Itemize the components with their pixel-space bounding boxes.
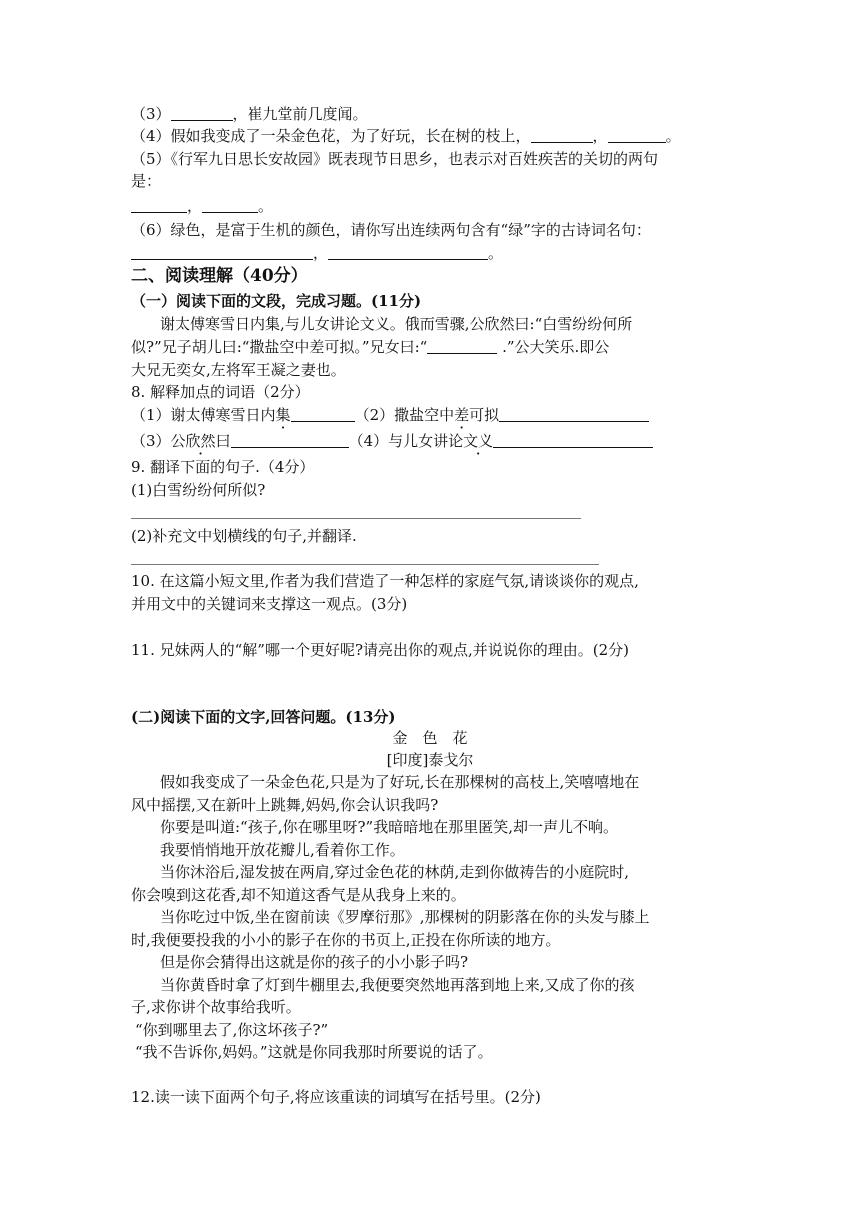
passage-line (131, 336, 609, 358)
question-3 (131, 103, 368, 125)
comma: ， (592, 127, 608, 145)
item-text: （1）谢太傅寒雪日内 (131, 406, 276, 424)
question-10-cont: 并用文中的关键词来支撑这一观点。(3分) (131, 595, 408, 613)
answer-blank[interactable] (499, 406, 649, 422)
poem-line: 你要是叫道:“孩子,你在哪里呀?”我暗暗地在那里匿笑,却一声儿不响。 (160, 818, 618, 836)
question-11: 11. 兄妹两人的“解”哪一个更好呢?请亮出你的观点,并说说你的理由。(2分) (131, 641, 630, 659)
question-8-items-b (131, 430, 653, 452)
passage-text: .”公大笑乐.即公 (497, 338, 610, 356)
section-title: 二、阅读理解（40分） (131, 266, 308, 286)
poem-line: 当你沐浴后,湿发披在两肩,穿过金色花的林荫,走到你做祷告的小庭院时, (160, 863, 630, 881)
question-12: 12.读一读下面两个句子,将应该重读的词填写在括号里。(2分) (131, 1088, 541, 1106)
period: 。 (258, 197, 274, 215)
answer-blank[interactable] (493, 432, 653, 448)
q3-label: （3） (131, 105, 171, 123)
question-6-blanks (131, 242, 503, 264)
poem-line: “我不告诉你,妈妈。”这就是你同我那时所要说的话了。 (135, 1043, 493, 1061)
comma: ， (187, 197, 203, 215)
item-text: 可拟 (469, 406, 500, 424)
answer-blank[interactable] (202, 197, 258, 213)
answer-blank[interactable] (427, 338, 497, 354)
passage-text: 似?”兄子胡儿曰:“撒盐空中差可拟。”兄女曰:“ (131, 338, 428, 356)
answer-line[interactable] (131, 518, 581, 519)
answer-blank[interactable] (328, 244, 488, 260)
answer-blank[interactable] (131, 244, 313, 260)
item-text: （4）与儿女讲论 (348, 432, 464, 450)
dotted-word: 欣然 (185, 432, 216, 450)
dotted-word: 文义 (463, 432, 494, 450)
part1-heading: （一）阅读下面的文段，完成习题。(11分) (131, 292, 422, 310)
poem-line: 子,求你讲个故事给我听。 (131, 998, 301, 1016)
question-4 (131, 125, 681, 147)
dotted-word: 集 (275, 406, 291, 424)
item-text: 曰 (215, 432, 231, 450)
answer-blank[interactable] (531, 127, 593, 143)
question-9: 9. 翻译下面的句子.（4分） (131, 458, 315, 476)
item-text: （2）撒盐空中 (354, 406, 455, 424)
poem-line: 但是你会猜得出这就是你的孩子的小小影子吗? (160, 953, 469, 971)
answer-blank[interactable] (171, 105, 233, 121)
q5-text: （5）《行军九日思长安故园》既表现节日思乡，也表示对百姓疾苦的关切的两句 (131, 150, 659, 168)
poem-line: “你到哪里去了,你这坏孩子?” (135, 1021, 329, 1039)
answer-blank[interactable] (291, 406, 355, 422)
question-8: 8. 解释加点的词语（2分） (131, 383, 310, 401)
dotted-word: 差 (454, 406, 470, 424)
poem-line: 时,我便要投我的小小的影子在你的书页上,正投在你所读的地方。 (131, 931, 561, 949)
answer-blank[interactable] (608, 127, 666, 143)
question-9-1: (1)白雪纷纷何所似? (131, 481, 266, 499)
period: 。 (665, 127, 681, 145)
answer-blank[interactable] (231, 432, 349, 448)
answer-line[interactable] (131, 564, 599, 565)
question-5-blanks (131, 195, 273, 217)
question-8-items-a (131, 404, 649, 426)
poem-line: 风中摇摆,又在新叶上跳舞,妈妈,你会认识我吗? (131, 796, 439, 814)
period: 。 (488, 244, 504, 262)
question-6 (131, 219, 651, 241)
passage-line: 大兄无奕女,左将军王凝之妻也。 (131, 361, 346, 379)
poem-line: 我要悄悄地开放花瓣儿,看着你工作。 (160, 841, 405, 859)
q3-text: ，崔九堂前几度闻。 (232, 105, 368, 123)
q5-text-end: 是： (131, 172, 162, 190)
poem-title: 金 色 花 (392, 729, 468, 747)
question-5-line2 (131, 170, 161, 192)
comma: ， (313, 244, 329, 262)
poem-line: 当你黄昏时拿了灯到牛棚里去,我便要突然地再落到地上来,又成了你的孩 (160, 976, 635, 994)
q6-text: （6）绿色，是富于生机的颜色，请你写出连续两句含有“绿”字的古诗词名句： (131, 221, 651, 239)
q4-text: （4）假如我变成了一朵金色花，为了好玩，长在树的枝上， (131, 127, 531, 145)
poem-line: 当你吃过中饭,坐在窗前读《罗摩衍那》,那棵树的阴影落在你的头发与膝上 (160, 908, 650, 926)
poem-line: 假如我变成了一朵金色花,只是为了好玩,长在那棵树的高枝上,笑嘻嘻地在 (160, 773, 640, 791)
poem-author: [印度]泰戈尔 (386, 751, 474, 769)
passage-line: 谢太傅寒雪日内集,与儿女讲论文义。俄而雪骤,公欣然曰:“白雪纷纷何所 (160, 315, 633, 333)
part2-heading: (二)阅读下面的文字,回答问题。(13分) (131, 708, 396, 726)
question-9-2: (2)补充文中划横线的句子,并翻译. (131, 527, 357, 545)
question-10: 10. 在这篇小短文里,作者为我们营造了一种怎样的家庭气氛,请谈谈你的观点, (131, 572, 639, 590)
question-5-line1 (131, 148, 658, 170)
item-text: （3）公 (131, 432, 186, 450)
poem-line: 你会嗅到这花香,却不知道这香气是从我身上来的。 (131, 886, 466, 904)
answer-blank[interactable] (131, 197, 187, 213)
